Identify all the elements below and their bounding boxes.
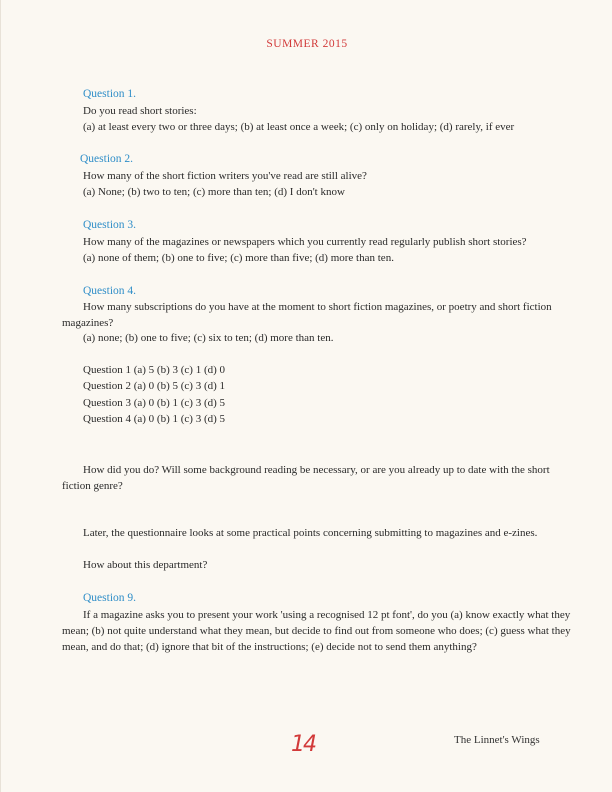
question-1-options: (a) at least every two or three days; (b) at least once a week; (c) only on holiday; (d) rarely, if ever (83, 121, 515, 133)
question-9-text: If a magazine asks you to present your work 'using a recognised 12 pt font', do you (a) know exactly what they mean; (b) not quite understand what they mean, but decide to find out from someone who does; (c) guess what they mean, and do that; (d) ignore that bit of the instructions; (e) decide not to send them anything? (62, 609, 571, 653)
question-4-options: (a) none; (b) one to five; (c) six to ten; (d) more than ten. (83, 332, 334, 344)
question-1-prompt: Do you read short stories: (83, 105, 197, 117)
later-paragraph: Later, the questionnaire looks at some practical points concerning submitting to magazines and e-zines. (83, 527, 538, 539)
question-1-heading: Question 1. (83, 88, 137, 100)
issue-header: SUMMER 2015 (266, 38, 348, 50)
magazine-name: The Linnet's Wings (454, 734, 540, 746)
question-4-prompt: How many subscriptions do you have at the moment to short fiction magazines, or poetry and short fiction magazines? (62, 301, 552, 329)
department-paragraph: How about this department? (83, 559, 208, 571)
question-3-heading: Question 3. (83, 219, 137, 231)
question-9-heading: Question 9. (83, 592, 137, 604)
how-did-you-do-paragraph: How did you do? Will some background reading be necessary, or are you already up to date with the short fiction genre? (62, 464, 550, 492)
score-line-4: Question 4 (a) 0 (b) 1 (c) 3 (d) 5 (83, 413, 226, 425)
score-line-1: Question 1 (a) 5 (b) 3 (c) 1 (d) 0 (83, 364, 226, 376)
page-number: 14 (291, 732, 315, 757)
question-2-options: (a) None; (b) two to ten; (c) more than ten; (d) I don't know (83, 186, 345, 198)
question-2-prompt: How many of the short fiction writers you've read are still alive? (83, 170, 367, 182)
question-3-prompt: How many of the magazines or newspapers which you currently read regularly publish short stories? (83, 236, 527, 248)
question-3-options: (a) none of them; (b) one to five; (c) more than five; (d) more than ten. (83, 252, 394, 264)
score-line-2: Question 2 (a) 0 (b) 5 (c) 3 (d) 1 (83, 380, 226, 392)
score-line-3: Question 3 (a) 0 (b) 1 (c) 3 (d) 5 (83, 397, 226, 409)
question-2-heading: Question 2. (80, 153, 134, 165)
question-4-heading: Question 4. (83, 285, 137, 297)
